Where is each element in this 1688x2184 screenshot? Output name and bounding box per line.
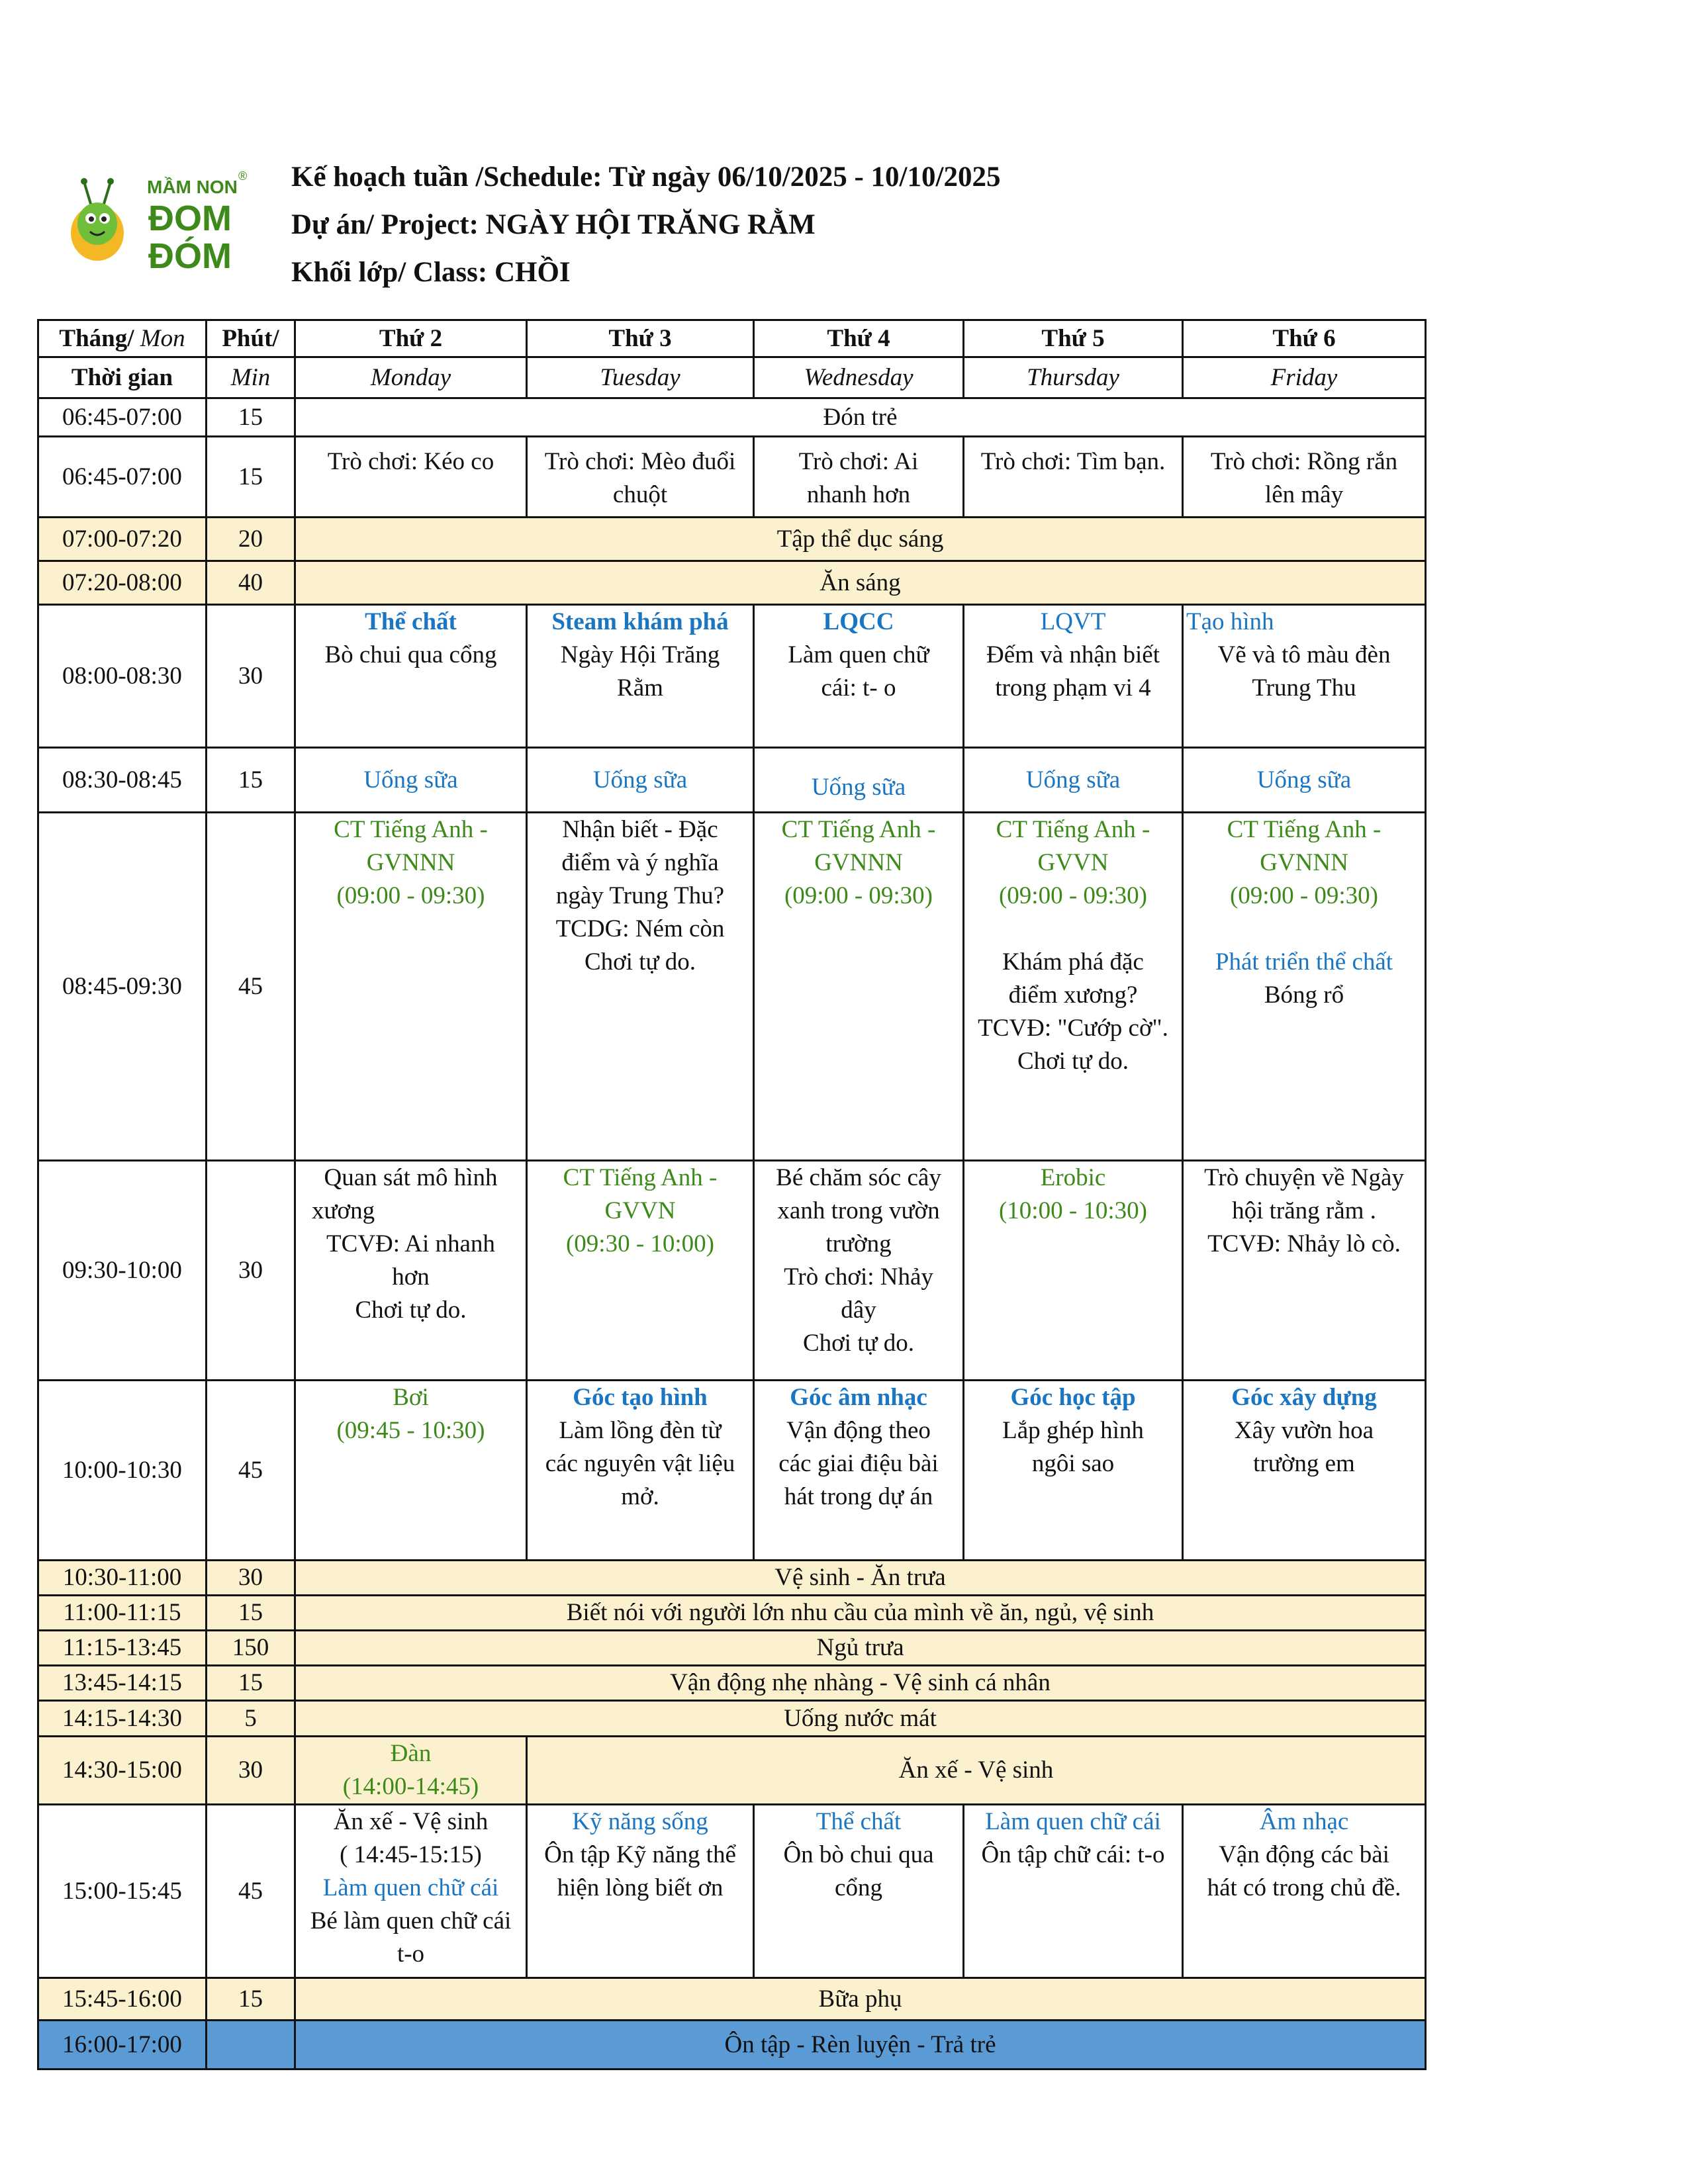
row-time: 10:00-10:30 <box>38 1381 207 1561</box>
table-row <box>38 1978 1426 2021</box>
cell-wed: Thể chất Ôn bò chui qua cổng <box>754 1805 964 1978</box>
cell-wed: Trò chơi: Ai nhanh hơn <box>754 437 964 518</box>
cell-mon: Quan sát mô hình xương TCVĐ: Ai nhanh hơn Chơi tự do. <box>295 1161 527 1381</box>
cell-wed: Bé chăm sóc cây xanh trong vườn trường Trò chơi: Nhảy dây Chơi tự do. <box>754 1161 964 1381</box>
row-time: 13:45-14:15 <box>38 1666 207 1701</box>
row-min: 20 <box>207 518 295 561</box>
row-min: 45 <box>207 813 295 1161</box>
row-activity-all: Ôn tập - Rèn luyện - Trả trẻ <box>295 2021 1426 2070</box>
row-activity-all: Vận động nhẹ nhàng - Vệ sinh cá nhân <box>295 1666 1426 1701</box>
table-row <box>38 1805 1426 1978</box>
row-min: 30 <box>207 1161 295 1381</box>
cell-thu: LQVT Đếm và nhận biết trong phạm vi 4 <box>964 605 1183 748</box>
cell-mon: Uống sữa <box>295 748 527 813</box>
table-row <box>38 518 1426 561</box>
cell-tue: Kỹ năng sống Ôn tập Kỹ năng thể hiện lòng biết ơn <box>527 1805 754 1978</box>
row-time: 08:00-08:30 <box>38 605 207 748</box>
table-row <box>38 398 1426 437</box>
row-min: 30 <box>207 1737 295 1805</box>
row-activity-rest: Ăn xế - Vệ sinh <box>527 1737 1426 1805</box>
row-time: 06:45-07:00 <box>38 437 207 518</box>
logo-text-3: ĐÓM <box>148 236 232 276</box>
cell-fri: Tạo hình Vẽ và tô màu đèn Trung Thu <box>1183 605 1426 748</box>
cell-mon: Trò chơi: Kéo co <box>295 437 527 518</box>
table-row <box>38 1631 1426 1666</box>
table-row <box>38 561 1426 605</box>
cell-fri: CT Tiếng Anh - GVNNN (09:00 - 09:30) Phát triển thể chất Bóng rổ <box>1183 813 1426 1161</box>
table-row <box>38 1737 1426 1805</box>
cell-fri: Góc xây dựng Xây vườn hoa trường em <box>1183 1381 1426 1561</box>
row-time: 11:00-11:15 <box>38 1596 207 1631</box>
schedule-header <box>291 154 1000 296</box>
project-title: Dự án/ Project: NGÀY HỘI TRĂNG RẰM <box>291 209 816 240</box>
cell-mon: Thể chất Bò chui qua cổng <box>295 605 527 748</box>
row-time: 14:15-14:30 <box>38 1701 207 1737</box>
header-day-2: Thứ 3 <box>527 320 754 357</box>
row-time: 11:15-13:45 <box>38 1631 207 1666</box>
cell-tue: Steam khám phá Ngày Hội Trăng Rằm <box>527 605 754 748</box>
header-day-1: Thứ 2 <box>295 320 527 357</box>
cell-tue: Trò chơi: Mèo đuổi chuột <box>527 437 754 518</box>
header-day-3: Thứ 4 <box>754 320 964 357</box>
cell-fri: Trò chuyện về Ngày hội trăng rằm . TCVĐ: Nhảy lò cò. <box>1183 1161 1426 1381</box>
row-min: 5 <box>207 1701 295 1737</box>
header-day-4: Thứ 5 <box>964 320 1183 357</box>
header-row-1 <box>38 320 1426 357</box>
table-row <box>38 1161 1426 1381</box>
cell-tue: CT Tiếng Anh - GVVN (09:30 - 10:00) <box>527 1161 754 1381</box>
row-activity-all: Bữa phụ <box>295 1978 1426 2021</box>
table-row <box>38 1701 1426 1737</box>
row-time: 16:00-17:00 <box>38 2021 207 2070</box>
dom-dom-logo <box>61 165 259 278</box>
logo-text-2: ĐOM <box>148 199 232 238</box>
header-day-en-3: Wednesday <box>754 357 964 398</box>
row-min: 150 <box>207 1631 295 1666</box>
cell-mon: Đàn (14:00-14:45) <box>295 1737 527 1805</box>
row-time: 06:45-07:00 <box>38 398 207 437</box>
row-time: 14:30-15:00 <box>38 1737 207 1805</box>
row-min: 15 <box>207 1666 295 1701</box>
header-row-2 <box>38 357 1426 398</box>
cell-mon: CT Tiếng Anh - GVNNN (09:00 - 09:30) <box>295 813 527 1161</box>
table-row <box>38 748 1426 813</box>
row-min: 15 <box>207 437 295 518</box>
row-min: 30 <box>207 1561 295 1596</box>
row-activity-all: Đón trẻ <box>295 398 1426 437</box>
cell-mon: Ăn xế - Vệ sinh ( 14:45-15:15) Làm quen chữ cái Bé làm quen chữ cái t-o <box>295 1805 527 1978</box>
header-day-en-2: Tuesday <box>527 357 754 398</box>
row-min: 30 <box>207 605 295 748</box>
row-time: 09:30-10:00 <box>38 1161 207 1381</box>
table-row <box>38 1381 1426 1561</box>
header-day-en-1: Monday <box>295 357 527 398</box>
cell-wed: Uống sữa <box>754 748 964 813</box>
cell-fri: Âm nhạc Vận động các bài hát có trong chủ đề. <box>1183 1805 1426 1978</box>
cell-wed: LQCC Làm quen chữ cái: t- o <box>754 605 964 748</box>
table-row <box>38 2021 1426 2070</box>
table-row <box>38 1596 1426 1631</box>
cell-thu: Trò chơi: Tìm bạn. <box>964 437 1183 518</box>
row-activity-all: Ăn sáng <box>295 561 1426 605</box>
cell-thu: Uống sữa <box>964 748 1183 813</box>
table-row <box>38 1561 1426 1596</box>
row-time: 15:45-16:00 <box>38 1978 207 2021</box>
table-row <box>38 605 1426 748</box>
row-min: 15 <box>207 398 295 437</box>
header-time-en: Thời gian <box>38 357 207 398</box>
row-time: 15:00-15:45 <box>38 1805 207 1978</box>
table-row <box>38 1666 1426 1701</box>
cell-tue: Uống sữa <box>527 748 754 813</box>
row-time: 08:45-09:30 <box>38 813 207 1161</box>
cell-thu: Erobic (10:00 - 10:30) <box>964 1161 1183 1381</box>
row-activity-all: Biết nói với người lớn nhu cầu của mình về ăn, ngủ, vệ sinh <box>295 1596 1426 1631</box>
logo-text-1: MẦM NON <box>147 177 238 197</box>
row-min: 45 <box>207 1381 295 1561</box>
logo-registered-mark: ® <box>238 169 248 183</box>
cell-tue: Góc tạo hình Làm lồng đèn từ các nguyên vật liệu mở. <box>527 1381 754 1561</box>
cell-tue: Nhận biết - Đặc điểm và ý nghĩa ngày Trung Thu? TCDG: Ném còn Chơi tự do. <box>527 813 754 1161</box>
class-title: Khối lớp/ Class: CHỒI <box>291 257 571 288</box>
row-time: 08:30-08:45 <box>38 748 207 813</box>
cell-mon: Bơi (09:45 - 10:30) <box>295 1381 527 1561</box>
cell-thu: Làm quen chữ cái Ôn tập chữ cái: t-o <box>964 1805 1183 1978</box>
schedule-title: Kế hoạch tuần /Schedule: Từ ngày 06/10/2025 - 10/10/2025 <box>291 161 1001 193</box>
row-time: 07:00-07:20 <box>38 518 207 561</box>
row-min: 15 <box>207 748 295 813</box>
header-day-5: Thứ 6 <box>1183 320 1426 357</box>
row-time: 07:20-08:00 <box>38 561 207 605</box>
row-time: 10:30-11:00 <box>38 1561 207 1596</box>
row-activity-all: Vệ sinh - Ăn trưa <box>295 1561 1426 1596</box>
row-min: 40 <box>207 561 295 605</box>
row-min <box>207 2021 295 2070</box>
table-row <box>38 437 1426 518</box>
cell-fri: Trò chơi: Rồng rắn lên mây <box>1183 437 1426 518</box>
cell-thu: Góc học tập Lắp ghép hình ngôi sao <box>964 1381 1183 1561</box>
row-activity-all: Tập thể dục sáng <box>295 518 1426 561</box>
schedule-table <box>37 319 1427 2070</box>
header-day-en-5: Friday <box>1183 357 1426 398</box>
row-min: 45 <box>207 1805 295 1978</box>
cell-fri: Uống sữa <box>1183 748 1426 813</box>
row-activity-all: Ngủ trưa <box>295 1631 1426 1666</box>
row-activity-all: Uống nước mát <box>295 1701 1426 1737</box>
header-time: Tháng/ Mon <box>38 320 207 357</box>
cell-thu: CT Tiếng Anh - GVVN (09:00 - 09:30) Khám phá đặc điểm xương? TCVĐ: "Cướp cờ". Chơi tự do. <box>964 813 1183 1161</box>
table-row <box>38 813 1426 1161</box>
header-min: Phút/ <box>207 320 295 357</box>
row-min: 15 <box>207 1978 295 2021</box>
cell-wed: Góc âm nhạc Vận động theo các giai điệu bài hát trong dự án <box>754 1381 964 1561</box>
header-min-en: Min <box>207 357 295 398</box>
cell-wed: CT Tiếng Anh - GVNNN (09:00 - 09:30) <box>754 813 964 1161</box>
row-min: 15 <box>207 1596 295 1631</box>
header-day-en-4: Thursday <box>964 357 1183 398</box>
